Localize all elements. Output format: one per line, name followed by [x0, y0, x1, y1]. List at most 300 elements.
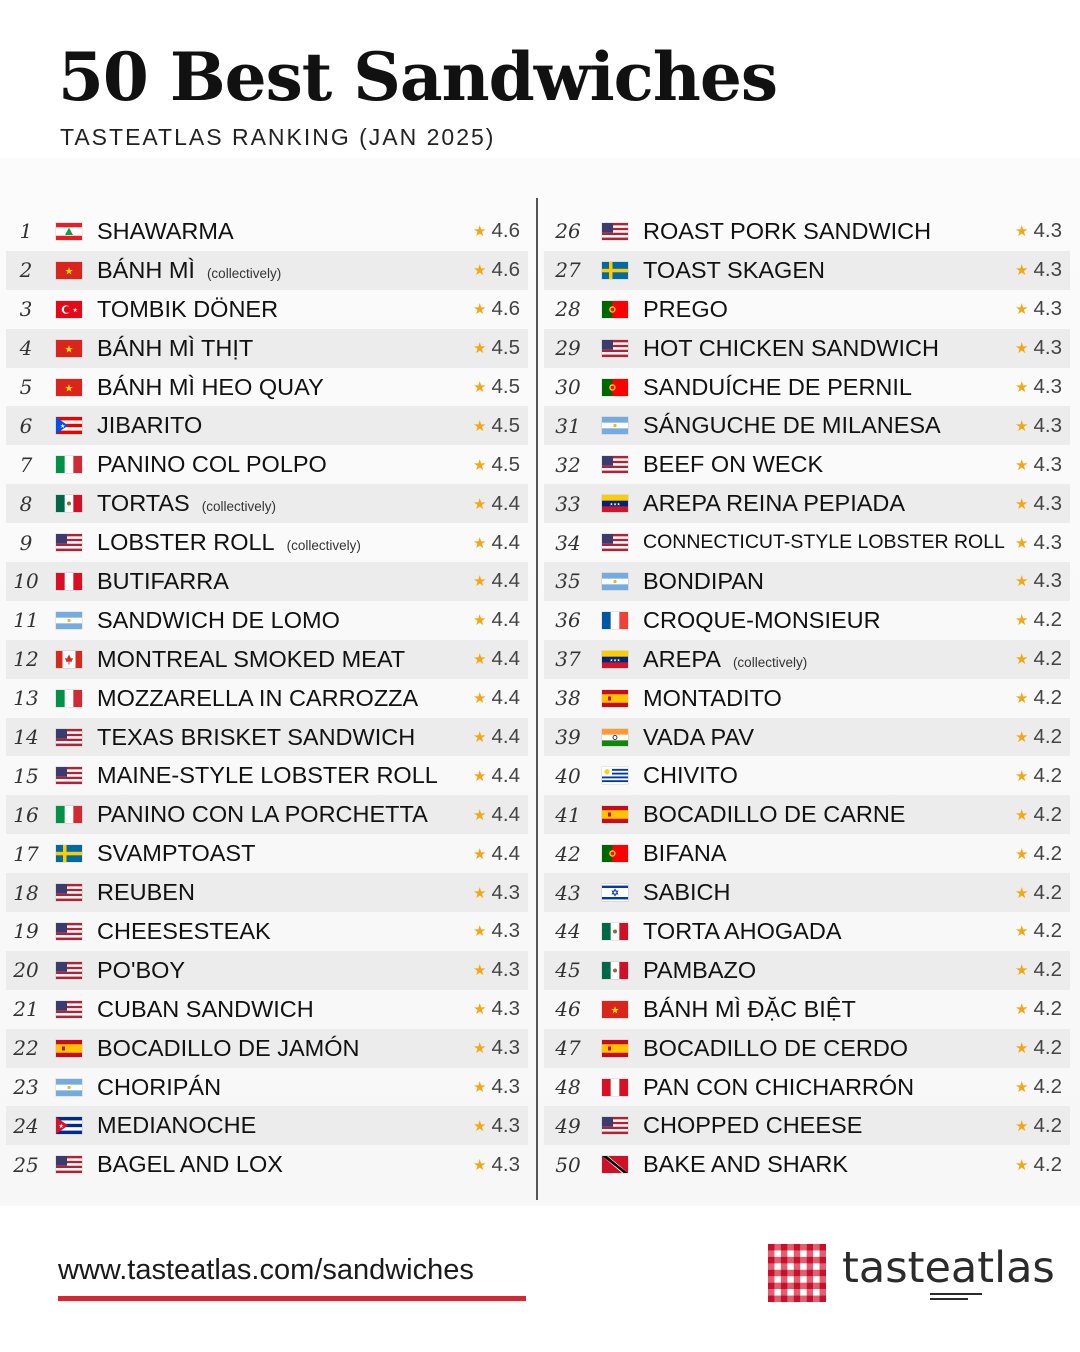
ranking-row	[6, 406, 528, 445]
ranking-row	[544, 212, 1070, 251]
usa-flag-icon	[56, 962, 82, 979]
link-underline	[58, 1296, 526, 1301]
star-icon: ★	[1015, 262, 1029, 280]
rating-value: 4.4	[491, 725, 520, 749]
rating-value: 4.2	[1033, 1152, 1062, 1176]
rating	[473, 647, 520, 671]
svg-text:★: ★	[64, 344, 74, 356]
rating-value: 4.4	[491, 686, 520, 710]
rating-value: 4.3	[491, 1152, 520, 1176]
rating	[1015, 297, 1062, 321]
argentina-flag-icon	[56, 612, 82, 629]
rank-number: 31	[555, 413, 581, 438]
rating-value: 4.4	[491, 569, 520, 593]
argentina-flag-icon	[602, 573, 628, 590]
rating	[1015, 881, 1062, 905]
star-icon: ★	[473, 456, 487, 474]
rank-number: 3	[19, 297, 33, 322]
sandwich-name: PAN CON CHICHARRÓN	[643, 1073, 915, 1100]
rating-value: 4.4	[491, 841, 520, 865]
star-icon: ★	[473, 340, 487, 358]
sandwich-name: TOAST SKAGEN	[643, 256, 825, 283]
rating-value: 4.2	[1033, 919, 1062, 943]
star-icon: ★	[1015, 495, 1029, 513]
sandwich-name: JIBARITO	[97, 412, 203, 439]
vietnam-flag-icon	[56, 379, 82, 396]
star-icon: ★	[1015, 573, 1029, 591]
star-icon: ★	[1015, 1079, 1029, 1097]
vietnam-flag-icon	[56, 262, 82, 279]
vietnam-flag-icon	[56, 340, 82, 357]
sandwich-name: BEEF ON WECK	[643, 451, 824, 478]
rank-number: 20	[13, 958, 39, 983]
star-icon: ★	[473, 262, 487, 280]
star-icon: ★	[473, 845, 487, 863]
rank-number: 50	[555, 1152, 581, 1177]
rating	[1015, 608, 1062, 632]
star-icon: ★	[1015, 1040, 1029, 1058]
rank-number: 9	[19, 530, 33, 555]
sandwich-name: PAMBAZO	[643, 956, 757, 983]
ranking-row	[544, 873, 1070, 912]
ranking-row	[544, 445, 1070, 484]
italy-flag-icon	[56, 456, 82, 473]
vietnam-flag-icon	[602, 1001, 628, 1018]
star-icon: ★	[473, 534, 487, 552]
peru-flag-icon	[602, 1079, 628, 1096]
rank-number: 14	[13, 725, 39, 750]
page-subtitle: TASTEATLAS RANKING (JAN 2025)	[60, 124, 496, 150]
sandwich-name: CHEESESTEAK	[97, 917, 271, 944]
sandwich-name: MONTADITO	[643, 684, 782, 711]
star-icon: ★	[473, 690, 487, 708]
star-icon: ★	[473, 223, 487, 241]
rank-number: 45	[555, 958, 581, 983]
rating-value: 4.2	[1033, 997, 1062, 1021]
column-divider	[536, 198, 538, 1200]
rating	[1015, 803, 1062, 827]
rating-value: 4.3	[491, 958, 520, 982]
rank-number: 6	[19, 413, 33, 438]
italy-flag-icon	[56, 690, 82, 707]
rating	[1015, 1153, 1062, 1177]
star-icon: ★	[1015, 417, 1029, 435]
star-icon: ★	[473, 1001, 487, 1019]
rating	[473, 1114, 520, 1138]
rating-value: 4.2	[1033, 802, 1062, 826]
portugal-flag-icon	[602, 379, 628, 396]
lebanon-flag-icon	[56, 223, 82, 240]
sandwich-name: AREPA REINA PEPIADA	[643, 490, 906, 517]
rating-value: 4.5	[491, 336, 520, 360]
rating-value: 4.3	[1033, 297, 1062, 321]
rating-value: 4.5	[491, 375, 520, 398]
puerto-rico-flag-icon	[56, 417, 82, 434]
website-link[interactable]: www.tasteatlas.com/sandwiches	[58, 1254, 474, 1286]
ranking-row	[544, 834, 1070, 873]
rank-number: 40	[555, 763, 581, 788]
star-icon: ★	[473, 806, 487, 824]
star-icon: ★	[473, 729, 487, 747]
usa-flag-icon	[602, 534, 628, 551]
star-icon: ★	[1015, 612, 1029, 630]
sandwich-name: BOCADILLO DE CERDO	[643, 1034, 909, 1061]
ranking-row	[6, 718, 528, 757]
star-icon: ★	[473, 767, 487, 785]
sandwich-note: (collectively)	[732, 654, 808, 670]
rating-value: 4.3	[491, 997, 520, 1021]
rank-number: 34	[555, 530, 581, 555]
rating-value: 4.5	[491, 413, 520, 437]
rating	[1015, 997, 1062, 1021]
rating	[473, 958, 520, 982]
rating	[1015, 1075, 1062, 1099]
ranking-row	[544, 795, 1070, 834]
rank-number: 39	[555, 725, 581, 750]
sandwich-name: SABICH	[643, 879, 731, 906]
rating-value: 4.3	[1033, 452, 1062, 476]
tasteatlas-logo-icon	[768, 1244, 826, 1302]
venezuela-flag-icon	[602, 495, 628, 512]
rank-number: 38	[555, 686, 581, 711]
rank-number: 47	[555, 1036, 581, 1061]
rating	[1015, 1114, 1062, 1138]
rank-number: 24	[13, 1113, 39, 1138]
rank-number: 29	[555, 336, 581, 361]
rating-value: 4.3	[1033, 219, 1062, 243]
star-icon: ★	[1015, 1117, 1029, 1135]
rating	[473, 569, 520, 593]
star-icon: ★	[1015, 651, 1029, 669]
rank-number: 17	[13, 841, 39, 866]
rank-number: 35	[555, 569, 581, 594]
svg-text:★★★: ★★★	[609, 657, 621, 663]
usa-flag-icon	[602, 223, 628, 240]
sandwich-name: BONDIPAN	[643, 567, 764, 594]
rank-number: 28	[555, 297, 581, 322]
rating	[473, 997, 520, 1021]
sandwich-name: VADA PAV	[643, 723, 755, 750]
rank-number: 16	[13, 802, 39, 827]
rank-number: 26	[555, 219, 581, 244]
rating-value: 4.4	[491, 491, 520, 515]
star-icon: ★	[1015, 729, 1029, 747]
rating-value: 4.6	[491, 219, 520, 243]
sandwich-name: PO'BOY	[97, 956, 186, 983]
star-icon: ★	[473, 301, 487, 319]
usa-flag-icon	[56, 534, 82, 551]
rank-number: 15	[13, 763, 39, 788]
rating	[473, 881, 520, 905]
sandwich-note: (collectively)	[201, 499, 276, 515]
rating-value: 4.2	[1033, 1075, 1062, 1099]
sandwich-name: HOT CHICKEN SANDWICH	[643, 334, 939, 361]
sandwich-name: MONTREAL SMOKED MEAT	[97, 645, 406, 672]
rating-value: 4.3	[1033, 336, 1062, 360]
rank-number: 42	[555, 841, 581, 866]
rating	[473, 608, 520, 632]
rating-value: 4.2	[1033, 880, 1062, 904]
spain-flag-icon	[602, 806, 628, 823]
rating-value: 4.4	[491, 647, 520, 671]
star-icon: ★	[473, 923, 487, 941]
sandwich-name: CROQUE-MONSIEUR	[643, 606, 881, 633]
rating	[1015, 1036, 1062, 1060]
ranking-row	[544, 251, 1070, 290]
mexico-flag-icon	[56, 495, 82, 512]
argentina-flag-icon	[56, 1079, 82, 1096]
usa-flag-icon	[56, 767, 82, 784]
ranking-row	[6, 795, 528, 834]
rating	[473, 803, 520, 827]
rank-number: 18	[13, 880, 39, 905]
rank-number: 44	[555, 919, 581, 944]
rank-number: 46	[555, 997, 581, 1022]
rating-value: 4.4	[491, 763, 520, 787]
brand-logo-text: tasteatlas	[842, 1243, 1055, 1293]
rank-number: 32	[555, 452, 581, 477]
rating	[473, 414, 520, 438]
ranking-row	[544, 329, 1070, 368]
usa-flag-icon	[602, 340, 628, 357]
france-flag-icon	[602, 612, 628, 629]
rating-value: 4.2	[1033, 686, 1062, 710]
rating	[1015, 686, 1062, 710]
rating-value: 4.2	[1033, 763, 1062, 787]
star-icon: ★	[1015, 884, 1029, 902]
ranking-row	[544, 756, 1070, 795]
ranking-row	[544, 990, 1070, 1029]
spain-flag-icon	[602, 1040, 628, 1057]
india-flag-icon	[602, 729, 628, 746]
sandwich-name: PANINO COL POLPO	[97, 451, 327, 478]
ranking-row	[6, 951, 528, 990]
star-icon: ★	[1015, 223, 1029, 241]
rating-value: 4.2	[1033, 1113, 1062, 1137]
rating	[1015, 375, 1062, 399]
ranking-row	[6, 445, 528, 484]
ranking-row	[6, 1029, 528, 1068]
canada-flag-icon	[56, 651, 82, 668]
star-icon: ★	[473, 1156, 487, 1174]
portugal-flag-icon	[602, 301, 628, 318]
star-icon: ★	[473, 962, 487, 980]
sandwich-name: BÁNH MÌ THỊT	[97, 334, 254, 361]
rank-number: 30	[555, 375, 581, 399]
star-icon: ★	[473, 573, 487, 591]
rating	[473, 1036, 520, 1060]
ranking-row	[544, 951, 1070, 990]
rank-number: 33	[555, 491, 581, 516]
usa-flag-icon	[56, 1001, 82, 1018]
star-icon: ★	[1015, 301, 1029, 319]
venezuela-flag-icon	[602, 651, 628, 668]
rank-number: 25	[13, 1152, 39, 1177]
rating-value: 4.2	[1033, 725, 1062, 749]
sandwich-name: SÁNGUCHE DE MILANESA	[643, 412, 941, 439]
rank-number: 21	[13, 997, 39, 1022]
svg-text:★: ★	[72, 306, 78, 314]
svg-text:★: ★	[64, 383, 74, 394]
sandwich-name: LOBSTER ROLL (collectively)	[97, 529, 361, 556]
rating	[1015, 531, 1062, 555]
sandwich-name: BOCADILLO DE CARNE	[643, 801, 906, 828]
star-icon: ★	[1015, 806, 1029, 824]
ranking-row	[544, 912, 1070, 951]
sandwich-name: BUTIFARRA	[97, 567, 229, 594]
rank-number: 22	[13, 1036, 39, 1061]
sandwich-name: CHIVITO	[643, 762, 738, 789]
star-icon: ★	[1015, 690, 1029, 708]
rating-value: 4.6	[491, 297, 520, 321]
sandwich-name: TORTAS (collectively)	[97, 490, 276, 517]
ranking-row	[6, 601, 528, 640]
star-icon: ★	[473, 884, 487, 902]
sandwich-name: TOMBIK DÖNER	[97, 295, 279, 322]
star-icon: ★	[1015, 456, 1029, 474]
rank-number: 23	[13, 1075, 39, 1100]
rating	[473, 297, 520, 321]
sweden-flag-icon	[56, 845, 82, 862]
rating-value: 4.4	[491, 802, 520, 826]
logo-underline-secondary	[930, 1298, 968, 1300]
rating	[1015, 919, 1062, 943]
ranking-row	[6, 1145, 528, 1184]
trinidad-flag-icon	[602, 1156, 628, 1173]
sandwich-name: BÁNH MÌ HEO QUAY	[97, 373, 324, 400]
rating-value: 4.4	[491, 530, 520, 554]
sandwich-name: SANDUÍCHE DE PERNIL	[643, 373, 912, 400]
sandwich-name: BÁNH MÌ ĐẶC BIỆT	[643, 995, 856, 1022]
rating	[1015, 958, 1062, 982]
ranking-row	[6, 990, 528, 1029]
ranking-row	[544, 601, 1070, 640]
rating	[473, 725, 520, 749]
sandwich-name: SVAMPTOAST	[97, 840, 256, 867]
ranking-row	[544, 1145, 1070, 1184]
rating	[473, 453, 520, 477]
rating	[473, 258, 520, 282]
ranking-row	[6, 368, 528, 407]
rank-number: 12	[13, 647, 39, 672]
italy-flag-icon	[56, 806, 82, 823]
ranking-row	[6, 562, 528, 601]
sandwich-name: CHORIPÁN	[97, 1073, 222, 1100]
rank-number: 43	[555, 880, 581, 905]
ranking-row	[544, 368, 1070, 407]
ranking-row	[6, 834, 528, 873]
star-icon: ★	[1015, 767, 1029, 785]
ranking-row	[6, 873, 528, 912]
ranking-row	[544, 290, 1070, 329]
ranking-row	[6, 1106, 528, 1145]
rating-value: 4.3	[1033, 258, 1062, 282]
star-icon: ★	[473, 379, 487, 396]
rating	[1015, 647, 1062, 671]
rating-value: 4.3	[491, 1113, 520, 1137]
rating	[1015, 258, 1062, 282]
rank-number: 48	[555, 1075, 581, 1100]
sandwich-name: BAGEL AND LOX	[97, 1151, 283, 1178]
rating	[473, 764, 520, 788]
spain-flag-icon	[602, 690, 628, 707]
rating-value: 4.3	[1033, 375, 1062, 398]
turkey-flag-icon	[56, 301, 82, 318]
rating	[1015, 764, 1062, 788]
ranking-column-left	[6, 212, 528, 1184]
star-icon: ★	[1015, 923, 1029, 941]
ranking-row	[544, 1029, 1070, 1068]
rating-value: 4.3	[1033, 413, 1062, 437]
mexico-flag-icon	[602, 923, 628, 940]
spain-flag-icon	[56, 1040, 82, 1057]
star-icon: ★	[1015, 845, 1029, 863]
star-icon: ★	[1015, 1156, 1029, 1174]
rank-number: 4	[19, 336, 33, 361]
sandwich-name: CONNECTICUT-STYLE LOBSTER ROLL	[643, 531, 1005, 554]
rating-value: 4.3	[491, 1075, 520, 1099]
rating-value: 4.3	[1033, 530, 1062, 554]
rating-value: 4.3	[491, 1036, 520, 1060]
rank-number: 27	[555, 258, 581, 283]
sandwich-name: SANDWICH DE LOMO	[97, 606, 340, 633]
rating	[1015, 725, 1062, 749]
ranking-row	[6, 212, 528, 251]
sandwich-name: BAKE AND SHARK	[643, 1151, 849, 1178]
sandwich-name: AREPA (collectively)	[643, 645, 808, 672]
rating-value: 4.2	[1033, 1036, 1062, 1060]
star-icon: ★	[1015, 534, 1029, 552]
rating	[1015, 453, 1062, 477]
rating-value: 4.2	[1033, 841, 1062, 865]
sandwich-name: SHAWARMA	[97, 217, 234, 244]
sandwich-name: CUBAN SANDWICH	[97, 995, 314, 1022]
ranking-row	[6, 1068, 528, 1107]
star-icon: ★	[1015, 962, 1029, 980]
ranking-row	[544, 640, 1070, 679]
ranking-row	[6, 251, 528, 290]
rating	[1015, 219, 1062, 243]
sandwich-name: ROAST PORK SANDWICH	[643, 217, 932, 244]
sandwich-name: TEXAS BRISKET SANDWICH	[97, 723, 416, 750]
star-icon: ★	[473, 651, 487, 669]
rank-number: 37	[555, 647, 581, 672]
ranking-row	[6, 756, 528, 795]
rank-number: 13	[13, 686, 39, 711]
rating	[473, 1075, 520, 1099]
star-icon: ★	[473, 495, 487, 513]
sandwich-name: MOZZARELLA IN CARROZZA	[97, 684, 419, 711]
rating-value: 4.3	[491, 880, 520, 904]
usa-flag-icon	[56, 923, 82, 940]
ranking-row	[6, 679, 528, 718]
star-icon: ★	[473, 1079, 487, 1097]
rank-number: 49	[555, 1113, 581, 1138]
cuba-flag-icon	[56, 1117, 82, 1134]
rating	[473, 1153, 520, 1177]
ranking-row	[544, 1106, 1070, 1145]
rating	[1015, 842, 1062, 866]
rank-number: 19	[13, 919, 39, 944]
argentina-flag-icon	[602, 417, 628, 434]
rating	[473, 531, 520, 555]
israel-flag-icon	[602, 884, 628, 901]
rating-value: 4.3	[1033, 569, 1062, 593]
rating-value: 4.2	[1033, 958, 1062, 982]
rank-number: 36	[555, 608, 581, 633]
ranking-column-right	[544, 212, 1070, 1184]
sandwich-name: TORTA AHOGADA	[643, 917, 842, 944]
